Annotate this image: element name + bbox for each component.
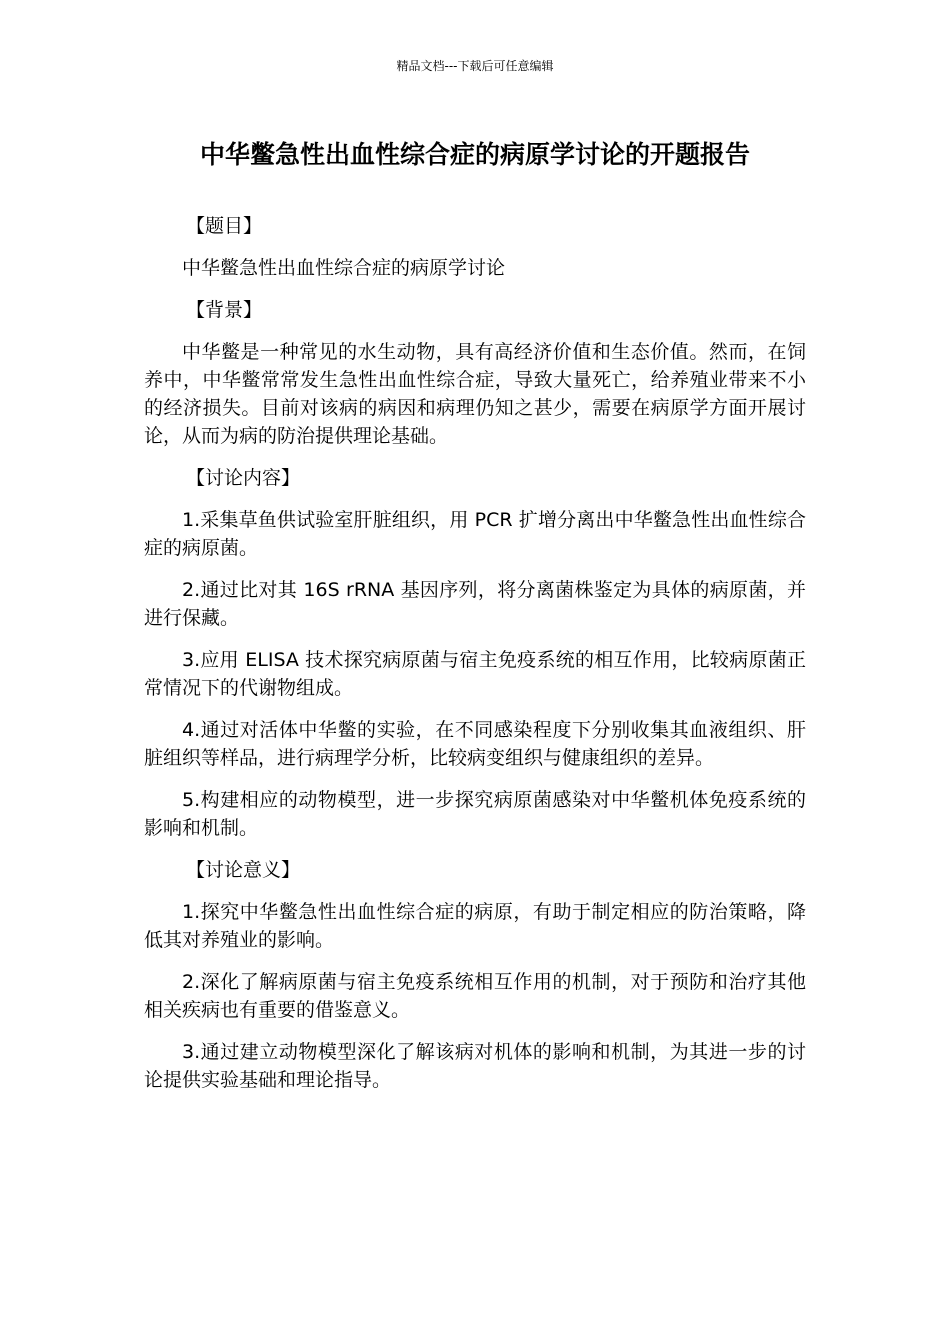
- significance-item: 1.探究中华鳖急性出血性综合症的病原，有助于制定相应的防治策略，降低其对养殖业的影响。: [144, 901, 806, 951]
- section-heading-significance: 【讨论意义】: [186, 859, 301, 881]
- document-body: [144, 212, 806, 1108]
- background-text: 中华鳖是一种常见的水生动物，具有高经济价值和生态价值。然而，在饲养中，中华鳖常常发生急性出血性综合症，导致大量死亡，给养殖业带来不小的经济损失。目前对该病的病因和病理仍知之甚少，需要在病原学方面开展讨论，从而为病的防治提供理论基础。: [144, 341, 806, 447]
- significance-item: 2.深化了解病原菌与宿主免疫系统相互作用的机制，对于预防和治疗其他相关疾病也有重要的借鉴意义。: [144, 971, 806, 1021]
- significance-item: 3.通过建立动物模型深化了解该病对机体的影响和机制，为其进一步的讨论提供实验基础和理论指导。: [144, 1041, 806, 1091]
- section-heading-background: 【背景】: [186, 299, 263, 321]
- content-item: 4.通过对活体中华鳖的实验，在不同感染程度下分别收集其血液组织、肝脏组织等样品，进行病理学分析，比较病变组织与健康组织的差异。: [144, 719, 806, 769]
- section-heading-content: 【讨论内容】: [186, 467, 301, 489]
- content-item: 2.通过比对其 16S rRNA 基因序列，将分离菌株鉴定为具体的病原菌，并进行保藏。: [144, 579, 806, 629]
- content-item: 1.采集草鱼供试验室肝脏组织，用 PCR 扩增分离出中华鳖急性出血性综合症的病原菌。: [144, 509, 806, 559]
- header-note: 精品文档---下载后可任意编辑: [396, 59, 554, 73]
- content-item: 3.应用 ELISA 技术探究病原菌与宿主免疫系统的相互作用，比较病原菌正常情况下的代谢物组成。: [144, 649, 806, 699]
- section-heading-topic: 【题目】: [186, 215, 263, 237]
- content-item: 5.构建相应的动物模型，进一步探究病原菌感染对中华鳖机体免疫系统的影响和机制。: [144, 789, 806, 839]
- document-title: 中华鳖急性出血性综合症的病原学讨论的开题报告: [199, 140, 750, 169]
- topic-text: 中华鳖急性出血性综合症的病原学讨论: [182, 257, 506, 279]
